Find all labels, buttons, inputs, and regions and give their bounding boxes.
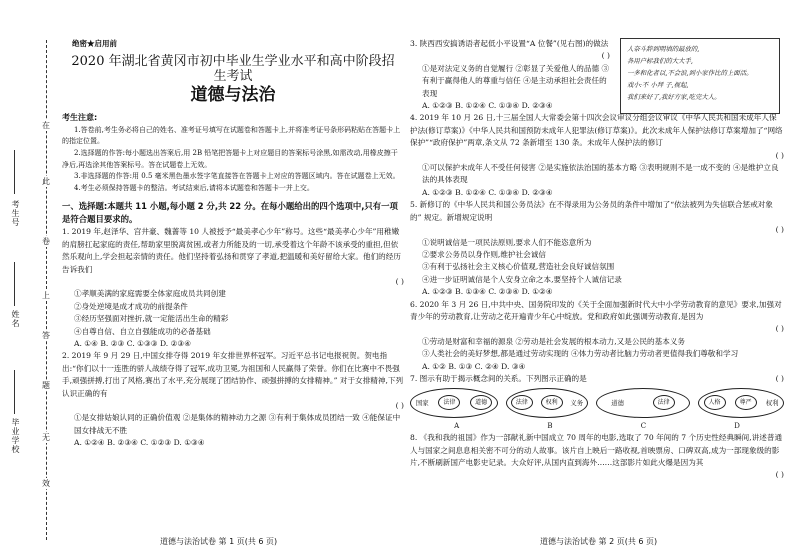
- binding-margin: [0, 0, 62, 560]
- secret-mark: 绝密★启用前: [72, 39, 117, 48]
- subject-title: 道德与法治: [190, 85, 276, 106]
- diagram-c: [596, 388, 690, 418]
- diagram-letter: B: [547, 421, 553, 430]
- page-1: [62, 38, 404, 450]
- diagram-inner: 人格: [704, 395, 726, 410]
- notice-item: 1.答卷前,考生务必将自己的姓名、准考证号填写在试题卷和答题卡上,并将准考证号条形码粘贴在答题卡上的指定位置。: [62, 125, 401, 146]
- question-stem: 1. 2019 年,赵泽华、宫井豪、魏蔷等 10 人被授予“最美孝心少年”称号。这些“最美孝心少年”用稚嫩的肩膀扛起家庭的责任,帮助家里脱离贫困,或者力所能及的一切,承受着这个年龄不该承受的重担,但依然乐观向上,学会担起亲情的责任。他们坚持着弘扬和贯穿了孝道,把温暖和美好留给大家。他们的经历告诉我们: [62, 227, 401, 274]
- option: ④自尊自信、自立自强能成功的必备基础: [74, 326, 211, 336]
- question-8: [410, 432, 784, 482]
- choices: A. ①② B. ①③ C. ②④ D. ③④: [422, 361, 526, 371]
- question-stem: 4. 2019 年 10 月 26 日,十三届全国人大常委会第十四次会议审议分组会议审议《中华人民共和国未成年人保护法(修订草案)》《中华人民共和国预防未成年人犯罪法(修订草案)》。此次未成年人保护法修订草案增加了“网络保护”“政府保护”两章,条文从 72 条新增至 130 条。未成年人保护法的修订: [410, 113, 783, 148]
- option: ①孝顺美满的家庭需要全体家庭成员共同创建: [74, 289, 226, 299]
- diagram-inner: 法律: [653, 395, 675, 410]
- question-6: [410, 299, 784, 373]
- option: ①是女排姑娘认同的正确价值观 ②是集体的精神动力之源 ③有利于集体成员团结一致 ④能保证中国女排战无不胜: [74, 413, 401, 435]
- diagram-letter: A: [454, 421, 460, 430]
- fill-line: [14, 150, 15, 194]
- option: ③人类社会的美好梦想,都是通过劳动实现的 ④体力劳动者比脑力劳动者更值得我们尊敬和学习: [422, 349, 739, 359]
- option: ③经历坚强面对挫折,就一定能活出生命的精彩: [74, 314, 229, 324]
- option: ①是对法定义务的自觉履行 ②彰显了关爱他人的品德 ③有利于赢得他人的尊重与信任 ④是主动承担社会责任的表现: [422, 63, 610, 98]
- choices: A. ①④ B. ②③ C. ①③③ D. ②③④: [74, 339, 192, 349]
- seal-char: 上: [38, 290, 54, 301]
- question-7: [410, 373, 784, 432]
- fill-line: [14, 370, 15, 414]
- diagram-label: 国家: [415, 398, 429, 407]
- option: ④进一步证明诚信是个人安身立命之本,要坚持个人诚信记录: [422, 274, 622, 284]
- page-footer-right: 道德与法治试卷 第 2 页(共 6 页): [540, 537, 658, 546]
- diagram-a: [410, 388, 498, 418]
- option: ①可以保护未成年人不受任何侵害 ②是实施依法治国的基本方略 ③表明规则不是一成不变的 ④是维护立良法的具体表现: [422, 163, 779, 185]
- question-2: [62, 350, 404, 449]
- name-label: 姓名: [11, 310, 20, 328]
- option: ①说明诚信是一项民法原则,要求人们不能恣意所为: [422, 237, 592, 247]
- notice-item: 4.考生必须保持答题卡的整洁。考试结束后,请将本试题卷和答题卡一并上交。: [74, 183, 314, 192]
- question-stem: 5. 新修订的《中华人民共和国公务员法》在不得录用为公务员的条件中增加了“依法被列为失信联合惩戒对象的” 规定。新增规定说明: [410, 200, 773, 222]
- answer-bracket: ( ): [775, 324, 784, 334]
- answer-bracket: ( ): [601, 51, 610, 61]
- question-5: [410, 199, 784, 298]
- choices: A. ①②④ B. ②③④ C. ①②③ D. ①③④: [74, 438, 205, 448]
- answer-bracket: ( ): [775, 225, 784, 235]
- diagram-letter: D: [734, 421, 740, 430]
- diagram-inner: 道德: [470, 395, 492, 410]
- concept-diagrams: [410, 388, 784, 418]
- quote-line: 各用户标我们的大大手,: [627, 57, 693, 65]
- seal-char: 无: [38, 432, 54, 443]
- option: ②身处逆境是成才成功的前提条件: [74, 301, 188, 311]
- quote-image-box: [620, 38, 780, 114]
- question-3: [410, 38, 610, 112]
- notice-item: 3.非选择题的作答:用 0.5 毫米黑色墨水签字笔直接答在答题卡上对应的答题区域内。答在试题卷上无效。: [74, 172, 400, 181]
- answer-bracket: ( ): [775, 374, 784, 384]
- page-footer-left: 道德与法治试卷 第 1 页(共 6 页): [160, 537, 278, 546]
- diagram-inner: 法律: [511, 395, 533, 410]
- notice-heading: 考生注意:: [62, 113, 98, 123]
- diagram-inner: 法律: [438, 395, 460, 410]
- diagram-inner: 尊严: [735, 395, 757, 410]
- choices: A. ①②③ B. ①②④ C. ①③④ D. ②③④: [422, 187, 553, 197]
- answer-bracket: ( ): [775, 470, 784, 480]
- diagram-inner: 权利: [541, 395, 563, 410]
- exam-notice: [62, 112, 404, 194]
- quote-line: 一多和化者以,不会浪,到小家作比的上面活。: [627, 69, 753, 77]
- seal-char: 卷: [38, 236, 54, 247]
- diagram-d: [698, 388, 784, 418]
- diagram-letter: C: [640, 421, 647, 430]
- exam-title: 2020 年湖北省黄冈市初中毕业生学业水平和高中阶段招: [71, 54, 395, 70]
- question-stem: 6. 2020 年 3 月 26 日,中共中央、国务院印发的《关于全面加强新时代大中小学劳动教育的意见》要求,加强对青少年的劳动教育,让劳动之花开遍青少年心中绽放。党和政府如此强调劳动教育,是因为: [410, 299, 782, 321]
- answer-bracket: ( ): [775, 150, 784, 160]
- question-stem: 8. 《我和我的祖国》作为一部献礼新中国成立 70 周年的电影,选取了 70 年间的 7 个历史性经典瞬间,讲述普通人与国家之间息息相关密不可分的动人故事。该片自上映后一路收视,首映票房、口碑双高,成为一部现象级的影片,不断刷新国产电影史记录。大众好评,从国内直到海外……这部影片如此火爆是因为其: [410, 433, 783, 467]
- question-1: [62, 226, 404, 350]
- fill-line: [14, 262, 15, 306]
- diagram-label: 道德: [611, 398, 625, 407]
- diagram-label: 权利: [765, 398, 779, 407]
- question-stem: 7. 图示有助于揭示概念间的关系。下列图示正确的是: [410, 373, 587, 383]
- choices: A. ①②③ B. ①②④ C. ①③④ D. ②③④: [422, 101, 553, 111]
- quote-line: 戏小:不 小拜 子,视起,: [627, 81, 689, 89]
- question-stem: 2. 2019 年 9 月 29 日,中国女排夺得 2019 年女排世界杯冠军。习近平总书记电报祝贺。贺电指出:“你们以十一连胜的骄人战绩夺得了冠军,成功卫冕,为祖国和人民赢得了荣誉。你们在比赛中不畏强手,顽强拼搏,打出了风格,赛出了水平,充分展现了团结协作、顽强拼搏的女排精神。” 对于女排精神,下列认识正确的有: [62, 351, 404, 398]
- question-stem: 3. 陕西西安搞诱语者起低小平设置“A 位餐”(见右图)的做法: [410, 39, 609, 48]
- seal-char: 效: [38, 478, 54, 489]
- seal-char: 此: [38, 176, 54, 187]
- choices: A. ①②③ B. ①③④ C. ②③④ D. ①②④: [422, 287, 553, 297]
- diagram-b: [506, 388, 588, 418]
- seal-char: 答: [38, 330, 54, 341]
- quote-line: 我们来好了,我好方家,吃完大人。: [627, 93, 721, 101]
- option: ②要求公务员以身作则,维护社会诚信: [422, 249, 546, 259]
- option: ③有利于弘扬社会主义核心价值观,营造社会良好诚信氛围: [422, 262, 615, 272]
- diagram-labels: [410, 420, 784, 432]
- diagram-label: 义务: [570, 398, 584, 407]
- section-heading: 一、选择题:本题共 11 小题,每小题 2 分,共 22 分。在每小题给出的四个选项中,只有一项是符合题目要求的。: [62, 201, 398, 225]
- seal-char: 在: [38, 120, 54, 131]
- school-label: 毕业学校: [11, 418, 20, 454]
- exam-title-cont: 生考试: [213, 69, 253, 85]
- exam-number-label: 考生号: [11, 200, 20, 227]
- quote-line: 人奈斗辞到明填的最放的,: [627, 45, 700, 53]
- seal-char: 题: [38, 380, 54, 391]
- notice-item: 2.选择题的作答:每小题选出答案后,用 2B 铅笔把答题卡上对应题目的答案标号涂黑,如需改动,用橡皮擦干净后,再选涂其他答案标号。答在试题卷上无效。: [62, 149, 398, 169]
- option: ①劳动是财富和幸福的源泉 ②劳动是社会发展的根本动力,又是公民的基本义务: [422, 336, 686, 346]
- answer-bracket: ( ): [395, 401, 404, 411]
- question-4: [410, 112, 784, 199]
- answer-bracket: ( ): [395, 277, 404, 286]
